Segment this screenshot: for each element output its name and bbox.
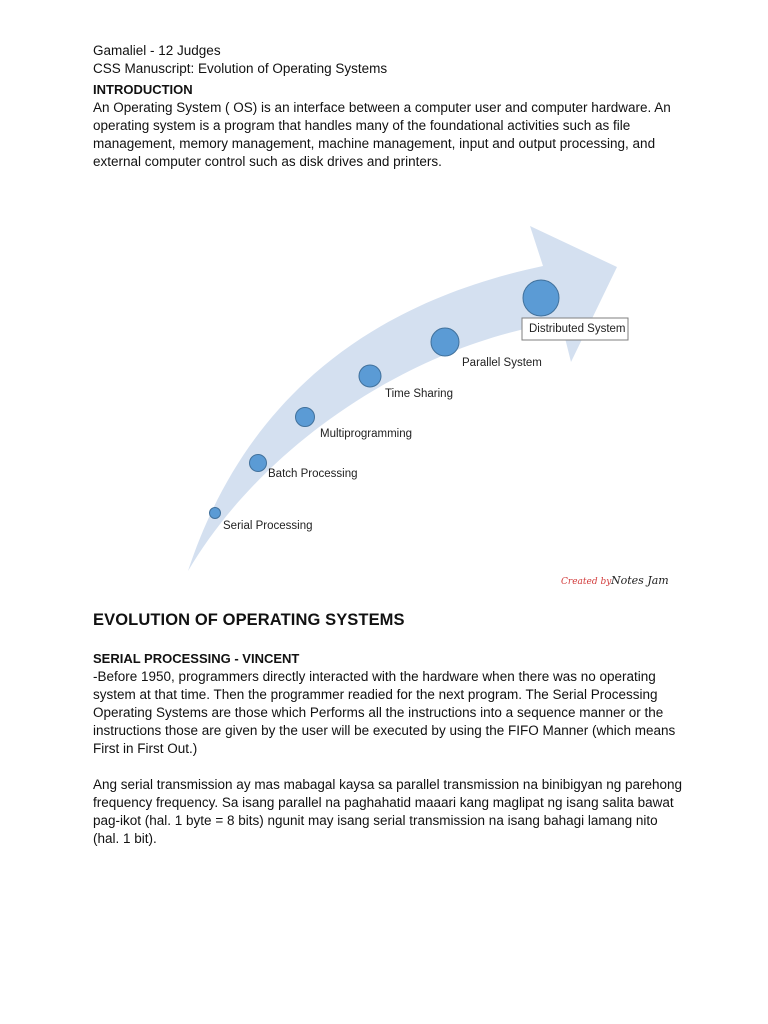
parallel-system-node	[431, 328, 459, 356]
serial-processing-section	[93, 650, 683, 848]
serial-processing-heading: SERIAL PROCESSING - VINCENT	[93, 651, 300, 666]
serial-processing-node	[210, 508, 221, 519]
credit-prefix: Created by	[561, 577, 612, 587]
serial-paragraph-filipino: Ang serial transmission ay mas mabagal kaysa sa parallel transmission na binibigyan ng parehong frequency frequency. Sa isang parallel na paghahatid maaari kang maglipat ng isang salita bawat pag-ikot (hal. 1 byte = 8 bits) ngunit may isang serial transmission na isang bahagi lamang nito (hal. 1 bit).	[93, 777, 683, 846]
author-line: Gamaliel - 12 Judges	[93, 43, 221, 58]
intro-heading: INTRODUCTION	[93, 82, 193, 97]
serial-paragraph-english: -Before 1950, programmers directly interacted with the hardware when there was no operating system at that time. Then the programmer readied for the next program. The Serial Processing Operating Systems are those which Performs all the instructions into a sequence manner or the instructions those are given by the user will be executed by using the FIFO Manner (which means First in First Out.)	[93, 669, 676, 756]
manuscript-title: CSS Manuscript: Evolution of Operating Systems	[93, 61, 388, 76]
multiprogramming-node	[296, 408, 315, 427]
distributed-system-label: Distributed System	[529, 323, 626, 335]
parallel-system-label: Parallel System	[462, 357, 542, 369]
evolution-arrow-diagram	[93, 214, 673, 594]
distributed-system-node	[523, 280, 559, 316]
time-sharing-node	[359, 365, 381, 387]
os-evolution-figure	[93, 214, 673, 594]
batch-processing-node	[250, 455, 267, 472]
document-header	[93, 42, 683, 171]
intro-paragraph: An Operating System ( OS) is an interface between a computer user and computer hardware. An operating system is a program that handles many of the foundational activities such as file management, memory management, machine management, input and output processing, and external computer control such as disk drives and printers.	[93, 100, 671, 169]
credit-name: Notes Jam	[611, 574, 669, 587]
multiprogramming-label: Multiprogramming	[320, 428, 413, 440]
section-title: EVOLUTION OF OPERATING SYSTEMS	[93, 611, 405, 629]
batch-processing-label: Batch Processing	[268, 468, 358, 480]
serial-processing-label: Serial Processing	[223, 520, 313, 532]
time-sharing-label: Time Sharing	[385, 388, 453, 400]
